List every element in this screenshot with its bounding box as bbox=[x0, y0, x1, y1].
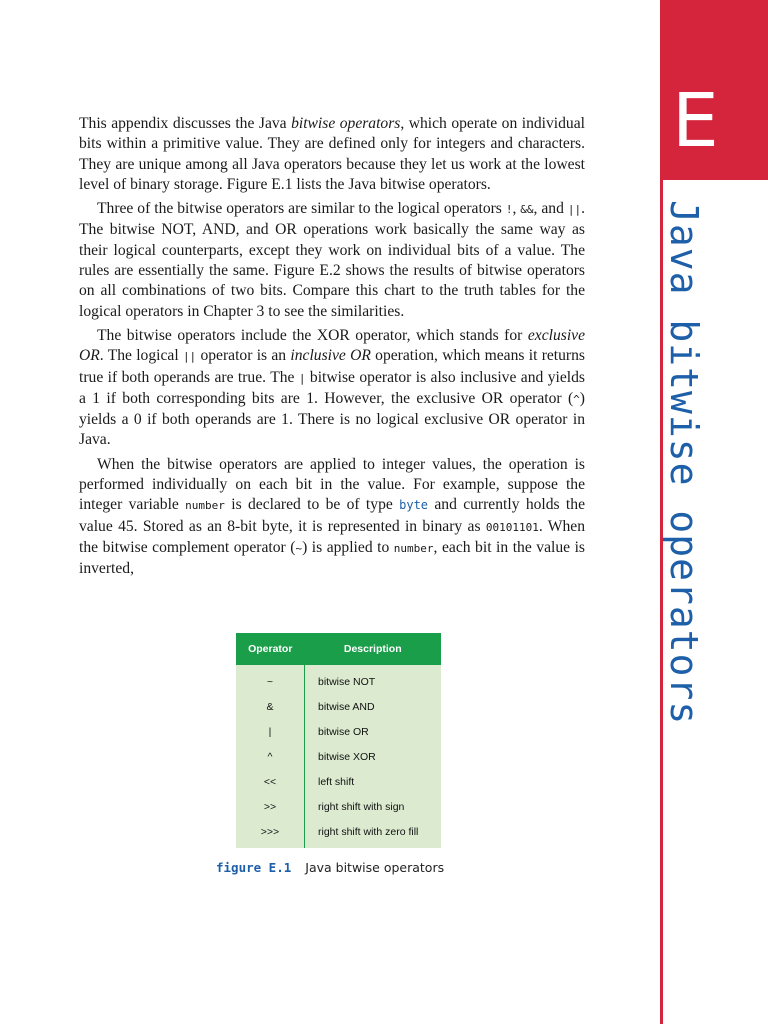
operator-cell: | bbox=[236, 719, 305, 744]
p3-op-bor: | bbox=[298, 371, 306, 385]
description-cell: right shift with sign bbox=[305, 794, 442, 819]
paragraph-4 bbox=[79, 455, 585, 580]
table-header-row bbox=[236, 633, 441, 665]
p4-type-byte: byte bbox=[399, 498, 429, 513]
operator-cell: >>> bbox=[236, 819, 305, 848]
p2-text-b: . The bitwise NOT, AND, and OR operations work basically the same way as their logical counterparts, except they work on individual bits of a value. The rules are essentially the same. Figure E.2 shows the results of bitwise operators on all combinations of two bits. Compare this chart to the truth tables for the logical operators in Chapter 3 to see the similarities. bbox=[79, 200, 586, 320]
p1-text-a: This appendix discusses the Java bbox=[79, 115, 292, 132]
p3-text-g: bitwise operator is also inclusive and yields a 1 if both corresponding bits are 1. However, the exclusive OR operator ( bbox=[79, 368, 585, 407]
paragraph-1 bbox=[79, 114, 585, 195]
body-text bbox=[79, 114, 585, 584]
table-row bbox=[236, 694, 441, 719]
operator-cell: & bbox=[236, 694, 305, 719]
p3-text-c: . The logical bbox=[99, 347, 183, 365]
p3-text-h: ) yields a 0 if both operands are 1. There is no logical exclusive OR operator in Java. bbox=[79, 389, 585, 449]
p4-text-b: is declared to be of type bbox=[224, 496, 400, 514]
paragraph-3 bbox=[79, 326, 585, 451]
chapter-letter: E bbox=[672, 78, 719, 164]
p4-text-c: and currently holds the value 45. Stored as an 8-bit byte, it is represented in binary as bbox=[79, 496, 585, 535]
p2-text-a: Three of the bitwise operators are similar to the logical operators bbox=[97, 200, 506, 218]
p2-op-or: || bbox=[567, 203, 582, 217]
paragraph-2 bbox=[79, 199, 585, 322]
p3-op-or: || bbox=[182, 350, 197, 364]
operator-cell: << bbox=[236, 769, 305, 794]
description-cell: bitwise AND bbox=[305, 694, 442, 719]
p3-emphasis-exclusive: exclusive OR bbox=[79, 326, 585, 365]
table-row bbox=[236, 719, 441, 744]
description-cell: bitwise XOR bbox=[305, 744, 442, 769]
figure-caption bbox=[216, 860, 444, 875]
description-cell: left shift bbox=[305, 769, 442, 794]
header-description: Description bbox=[305, 633, 442, 665]
table-row bbox=[236, 769, 441, 794]
p4-text-f: , each bit in the value is inverted, bbox=[79, 538, 585, 578]
description-cell: bitwise NOT bbox=[305, 665, 442, 694]
p4-text-d: . When the bitwise complement operator ( bbox=[79, 517, 585, 556]
description-cell: bitwise OR bbox=[305, 719, 442, 744]
p2-sep-2: , and bbox=[533, 200, 568, 218]
p2-op-and: && bbox=[520, 203, 534, 217]
p4-var-number-2: number bbox=[393, 541, 434, 555]
bitwise-operators-table bbox=[236, 633, 441, 848]
operator-cell: >> bbox=[236, 794, 305, 819]
header-operator: Operator bbox=[236, 633, 305, 665]
table-row bbox=[236, 819, 441, 848]
description-cell: right shift with zero fill bbox=[305, 819, 442, 848]
figure-caption-text: Java bitwise operators bbox=[305, 860, 445, 875]
table-row bbox=[236, 665, 441, 694]
p4-text-a: When the bitwise operators are applied to integer values, the operation is performed individually on each bit in the value. For example, suppose the integer variable bbox=[79, 455, 585, 514]
p3-emphasis-inclusive: inclusive OR bbox=[290, 347, 371, 365]
p1-text-c: , which operate on individual bits within a primitive value. They are defined only for integers and characters. They are unique among all Java operators because they let us work at the lowest level of binary storage. Figure E.1 lists the Java bitwise operators. bbox=[79, 115, 585, 193]
p4-binary: 00101101 bbox=[485, 520, 539, 534]
p3-text-a: The bitwise operators include the XOR operator, which stands for bbox=[97, 326, 528, 344]
chapter-title: Java bitwise operators bbox=[662, 200, 706, 726]
p1-emphasis: bitwise operators bbox=[291, 115, 401, 132]
p4-text-e: ) is applied to bbox=[302, 538, 394, 556]
p3-text-d: operator is an bbox=[196, 347, 291, 365]
p4-var-number: number bbox=[185, 499, 225, 513]
figure-label: figure E.1 bbox=[216, 860, 292, 875]
p2-sep-1: , bbox=[512, 200, 521, 218]
p3-op-xor: ^ bbox=[573, 392, 580, 406]
p4-op-complement: ~ bbox=[295, 541, 303, 555]
p3-text-f: operation, which means it returns true if both operands are true. The bbox=[79, 347, 585, 386]
table-row bbox=[236, 794, 441, 819]
p2-op-not: ! bbox=[505, 203, 513, 217]
table-row bbox=[236, 744, 441, 769]
operator-cell: ~ bbox=[236, 665, 305, 694]
operator-cell: ^ bbox=[236, 744, 305, 769]
